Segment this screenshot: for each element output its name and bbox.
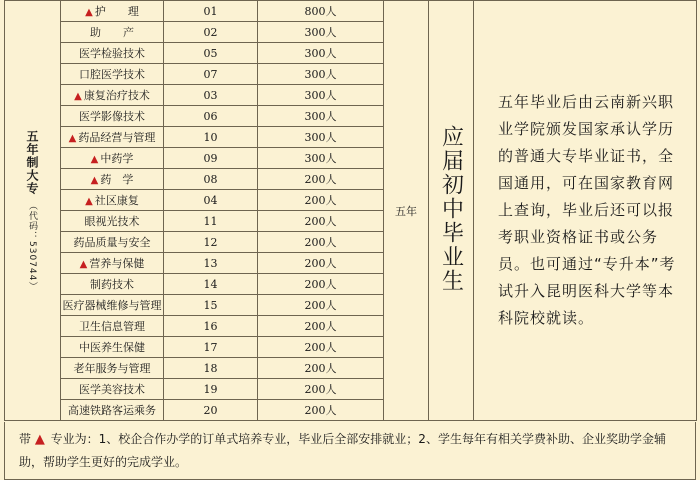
footer-note [4,422,696,480]
major-code: 08 [164,169,258,190]
major-name: 医学影像技术 [79,110,145,123]
major-name-cell [61,148,164,169]
major-code: 09 [164,148,258,169]
major-code: 10 [164,127,258,148]
major-name-cell [61,85,164,106]
enrollment-count: 300人 [258,148,384,169]
major-name: 高速铁路客运乘务 [68,404,156,417]
major-name-cell [61,43,164,64]
enrollment-count: 200人 [258,337,384,358]
major-name-cell [61,274,164,295]
major-code: 16 [164,316,258,337]
red-triangle-icon: ▲ [85,196,93,207]
major-name-cell [61,127,164,148]
major-name: 药 学 [100,173,134,186]
major-name: 医学检验技术 [79,47,145,60]
enrollment-count: 200人 [258,358,384,379]
red-triangle-icon: ▲ [79,259,88,270]
major-name-cell [61,106,164,127]
enrollment-count: 300人 [258,43,384,64]
program-code: （代码：530744） [27,200,37,292]
program-years: 五年 [395,204,417,218]
major-name: 医学美容技术 [79,383,145,396]
major-code: 13 [164,253,258,274]
major-name: 卫生信息管理 [79,320,145,333]
major-name-cell [61,400,164,421]
requirement-cell [429,1,474,421]
major-code: 03 [164,85,258,106]
major-code: 15 [164,295,258,316]
majors-table-body [5,1,697,421]
enrollment-count: 200人 [258,253,384,274]
major-name-cell [61,379,164,400]
major-name: 药品经营与管理 [78,131,156,144]
enrollment-count: 200人 [258,232,384,253]
red-triangle-icon: ▲ [34,432,45,447]
major-name-cell [61,232,164,253]
major-name: 营养与保健 [89,257,145,270]
major-name-cell [61,295,164,316]
major-name-cell [61,64,164,85]
enrollment-count: 300人 [258,22,384,43]
enrollment-count: 200人 [258,211,384,232]
major-code: 06 [164,106,258,127]
major-code: 01 [164,1,258,22]
major-code: 18 [164,358,258,379]
major-code: 04 [164,190,258,211]
program-label [5,130,60,291]
major-code: 07 [164,64,258,85]
program-description: 五年毕业后由云南新兴职业学院颁发国家承认学历的普通大专毕业证书，全国通用，可在国家教育网上查询，毕业后还可以报考职业资格证书或公务员。也可通过“专升本”考试升入昆明医科大学等本科院校就读。 [498,93,676,327]
major-name-cell [61,1,164,22]
majors-table [4,0,697,421]
major-code: 19 [164,379,258,400]
program-title: 五年制大专 [25,129,39,195]
major-name-cell [61,316,164,337]
major-name: 医疗器械维修与管理 [62,299,162,312]
enrollment-count: 200人 [258,274,384,295]
major-code: 02 [164,22,258,43]
program-cell [5,1,61,421]
red-triangle-icon: ▲ [90,175,99,186]
red-triangle-icon: ▲ [74,91,82,102]
major-name: 口腔医学技术 [79,68,145,81]
red-triangle-icon: ▲ [68,133,77,144]
enrollment-count: 300人 [258,64,384,85]
major-name-cell [61,337,164,358]
major-name: 助 产 [90,26,134,39]
major-name: 中医养生保健 [79,341,145,354]
enrollment-count: 200人 [258,316,384,337]
years-cell [384,1,429,421]
major-code: 12 [164,232,258,253]
major-name: 药品质量与安全 [73,236,151,249]
major-name-cell [61,22,164,43]
major-name: 康复治疗技术 [83,89,150,102]
major-name: 社区康复 [94,194,139,207]
enrollment-count: 200人 [258,190,384,211]
footer-prefix: 带 [19,432,32,446]
enrollment-count: 200人 [258,295,384,316]
red-triangle-icon: ▲ [85,7,93,18]
major-name: 制药技术 [90,278,134,291]
red-triangle-icon: ▲ [90,154,99,165]
major-name-cell [61,211,164,232]
major-code: 20 [164,400,258,421]
major-name: 眼视光技术 [84,215,140,228]
major-name-cell [61,358,164,379]
major-name-cell [61,190,164,211]
major-code: 14 [164,274,258,295]
enrollment-count: 200人 [258,400,384,421]
enrollment-count: 300人 [258,85,384,106]
footer-text: 专业为：1、校企合作办学的订单式培养专业，毕业后全部安排就业；2、学生每年有相关学费补助、企业奖助学金辅助，帮助学生更好的完成学业。 [19,432,666,469]
enrollment-count: 300人 [258,127,384,148]
major-name: 老年服务与管理 [73,362,151,375]
enrollment-count: 200人 [258,379,384,400]
major-name-cell [61,253,164,274]
major-code: 05 [164,43,258,64]
admission-requirement: 应届初中毕业生 [438,125,464,293]
major-name-cell [61,169,164,190]
enrollment-count: 800人 [258,1,384,22]
description-cell [474,1,697,421]
major-name: 护 理 [94,5,139,18]
table-row [5,1,697,22]
major-code: 11 [164,211,258,232]
major-name: 中药学 [100,152,134,165]
major-code: 17 [164,337,258,358]
enrollment-count: 200人 [258,169,384,190]
enrollment-count: 300人 [258,106,384,127]
